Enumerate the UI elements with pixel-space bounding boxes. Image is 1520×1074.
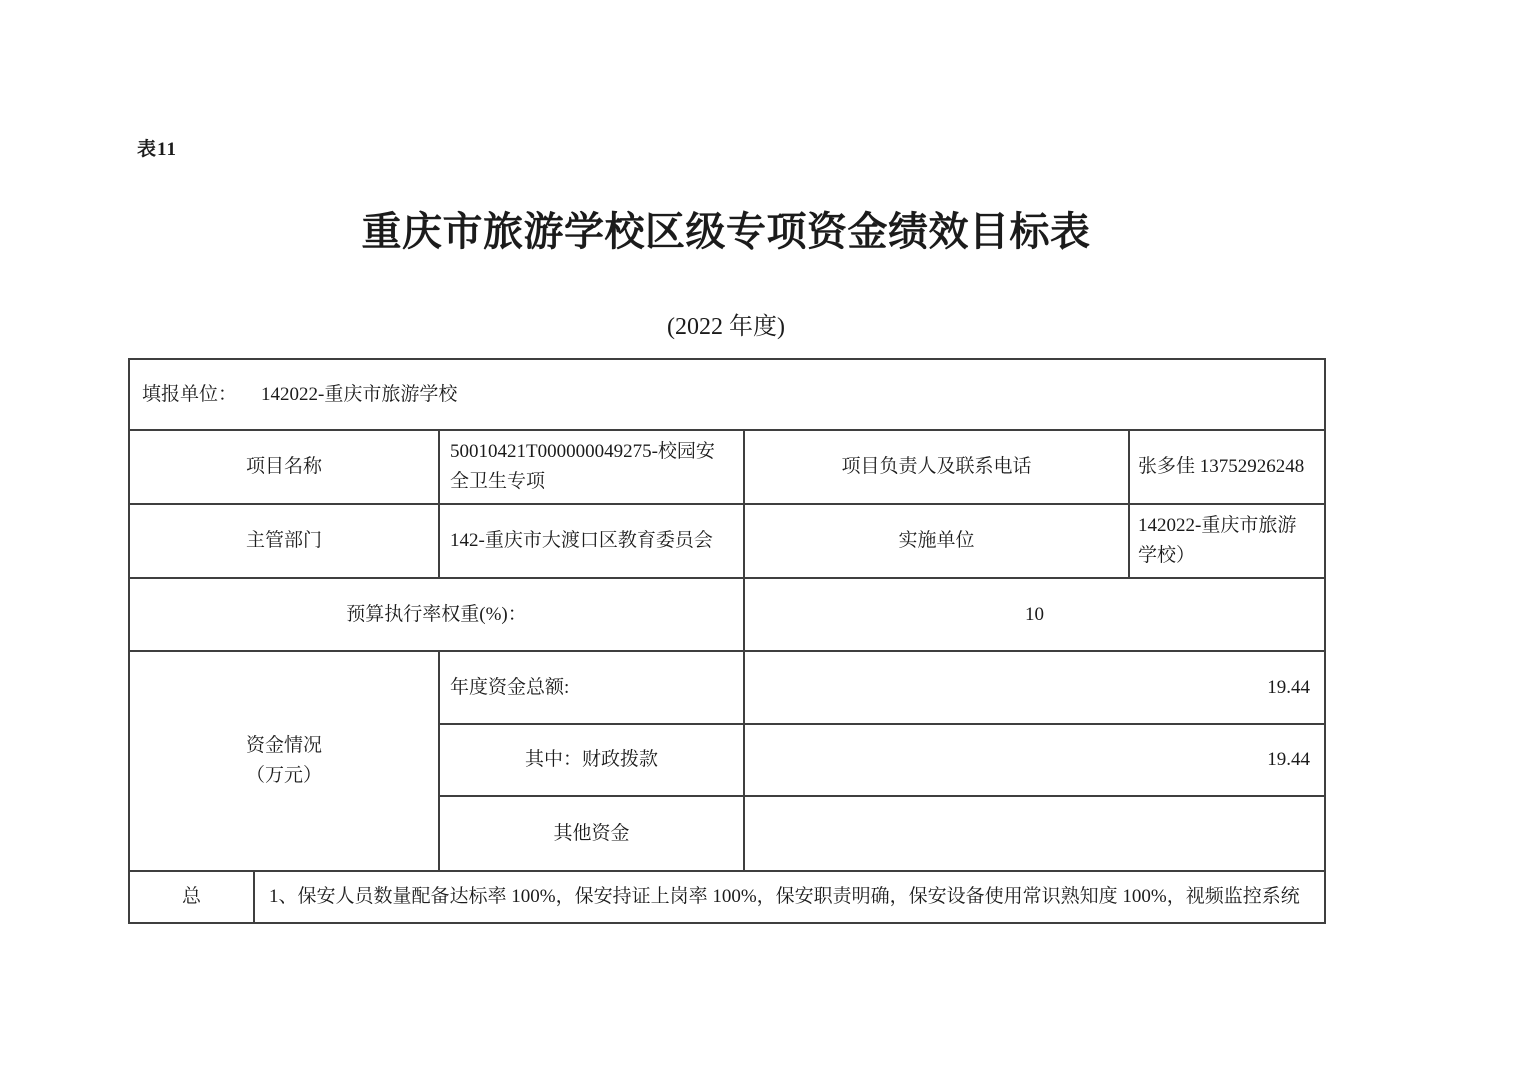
summary-text-cell: 1、保安人员数量配备达标率 100%，保安持证上岗率 100%，保安职责明确，保安设备使用常识熟知度 100%，视频监控系统 bbox=[254, 871, 1325, 923]
project-leader-label-cell: 项目负责人及联系电话 bbox=[744, 430, 1129, 504]
document-subtitle: (2022 年度) bbox=[667, 314, 785, 340]
reporting-unit-label: 填报单位： bbox=[142, 383, 238, 405]
project-name-value-cell: 50010421T000000049275-校园安全卫生专项 bbox=[439, 430, 744, 504]
row-summary bbox=[129, 871, 1325, 923]
budget-weight-label-cell: 预算执行率权重(%)： bbox=[129, 578, 744, 651]
funds-fiscal-value-cell: 19.44 bbox=[744, 724, 1325, 796]
row-funds-total bbox=[129, 651, 1325, 724]
summary-label-cell: 总 bbox=[129, 871, 254, 923]
funds-total-label-cell: 年度资金总额: bbox=[439, 651, 744, 724]
funds-other-value-cell bbox=[744, 796, 1325, 871]
funds-fiscal-label-cell: 其中：财政拨款 bbox=[439, 724, 744, 796]
funds-group-label-cell bbox=[129, 651, 439, 871]
row-reporting-unit bbox=[129, 359, 1325, 430]
supervising-dept-label-cell: 主管部门 bbox=[129, 504, 439, 578]
funds-total-value-cell: 19.44 bbox=[744, 651, 1325, 724]
funds-group-label-line2: （万元） bbox=[245, 765, 322, 786]
document-title: 重庆市旅游学校区级专项资金绩效目标表 bbox=[361, 210, 1091, 254]
reporting-unit-value: 142022-重庆市旅游学校 bbox=[261, 383, 458, 405]
project-leader-value-cell: 张多佳 13752926248 bbox=[1129, 430, 1325, 504]
funds-group-label-line1: 资金情况 bbox=[245, 735, 322, 756]
project-name-label-cell: 项目名称 bbox=[129, 430, 439, 504]
implementing-unit-value-cell: 142022-重庆市旅游学校） bbox=[1129, 504, 1325, 578]
row-project-name bbox=[129, 430, 1325, 504]
funds-other-label-cell: 其他资金 bbox=[439, 796, 744, 871]
reporting-unit-cell bbox=[129, 359, 1325, 430]
row-budget-weight bbox=[129, 578, 1325, 651]
table-number-tag: 表11 bbox=[137, 139, 177, 160]
implementing-unit-label-cell: 实施单位 bbox=[744, 504, 1129, 578]
row-supervising-dept bbox=[129, 504, 1325, 578]
budget-weight-value-cell: 10 bbox=[744, 578, 1325, 651]
performance-target-table bbox=[128, 358, 1326, 924]
supervising-dept-value-cell: 142-重庆市大渡口区教育委员会 bbox=[439, 504, 744, 578]
